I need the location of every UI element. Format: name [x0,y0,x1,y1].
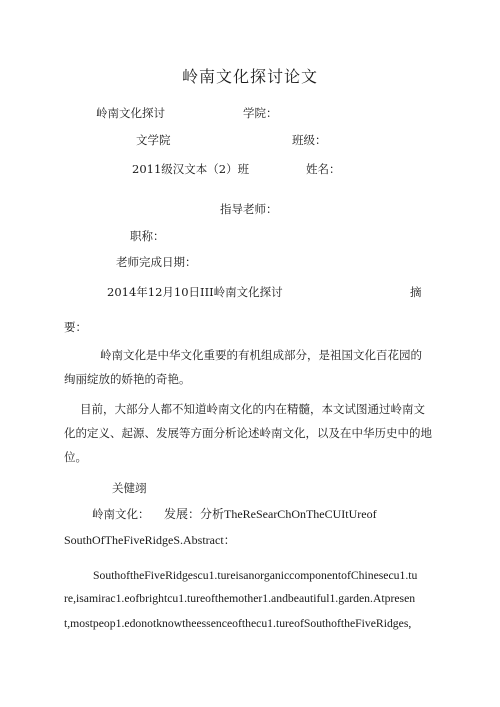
abstract-label-part1: 摘 [410,285,422,299]
class-label: 班级： [292,133,327,147]
document-title: 岭南文化探讨论文 [181,67,318,86]
advisor-label: 指导老师： [220,202,278,216]
abstract-paragraph-2: 目前，大部分人都不知道岭南文化的内在精髓，本文试图通过岭南文化的定义、起源、发展等方面分析论述岭南文化，以及在中华历史中的地位。 [64,402,432,464]
college-value: 文学院 [136,133,171,147]
name-label: 姓名： [306,162,341,176]
date-value: 2014年12月10日III岭南文化探讨 [107,285,283,299]
keywords-line-b: 发展：分析TheReSearChOnTheCUItUreof [164,507,377,521]
abstract-paragraph-1: 岭南文化是中华文化重要的有机组成部分，是祖国文化百花园的绚丽绽放的娇艳的奇艳。 [64,348,422,386]
class-value: 2011级汉文本（2）班 [132,162,250,176]
english-abstract-line-1: SouthoftheFiveRidgescu1.tureisanorganiccomponentofChinesecu1.tu [93,569,418,582]
topic-text: 岭南文化探讨 [96,106,165,120]
college-label: 学院： [243,106,278,120]
english-abstract-line-2: re,isamirac1.eofbrightcu1.tureofthemother1.andbeautiful1.garden.Atpresen [64,592,416,605]
date-label: 老师完成日期： [116,255,197,269]
keywords-label: 关健翊 [112,481,147,495]
keywords-line-c: SouthOfTheFiveRidgeS.Abstract： [64,533,236,547]
abstract-label-part2: 要： [64,320,87,334]
rank-label: 职称： [130,229,165,243]
english-abstract-line-3: t,mostpeop1.edonotknowtheessenceofthecu1.tureofSouthoftheFiveRidges, [64,617,412,630]
keywords-line-a: 岭南文化： [92,507,150,521]
